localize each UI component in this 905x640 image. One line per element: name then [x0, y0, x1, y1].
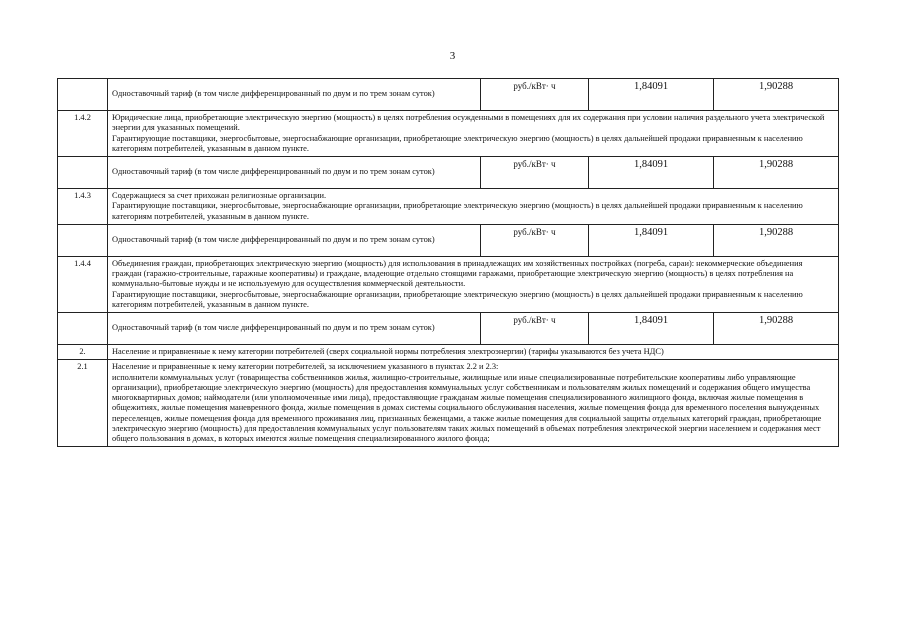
- row-description: Объединения граждан, приобретающих электрическую энергию (мощность) для использования в принадлежащих им хозяйственных постройках (погреба, сараи): некоммерческие объединения граждан (гаражно-строительные, гаражные кооперативы) и граждане, владеющие отдельно стоящими гаражами, приобретающие электрическую энергию (мощность) в целях потребления на коммунально-бытовые нужды и не используемую для осуществления коммерческой деятельности. Гарантирующие поставщики, энергосбытовые, энергоснабжающие организации, приобретающие электрическую энергию (мощность) в целях дальнейшей продажи приравненным к населению категориям потребителей, указанным в данном пункте.: [108, 256, 839, 312]
- row-number: 2.1: [58, 360, 108, 447]
- tariff-table: [57, 78, 839, 447]
- row-number: 1.4.4: [58, 256, 108, 312]
- row-value-1: 1,84091: [589, 224, 714, 256]
- table-row: [58, 189, 839, 225]
- table-row: [58, 157, 839, 189]
- row-description: Содержащиеся за счет прихожан религиозные организации. Гарантирующие поставщики, энергосбытовые, энергоснабжающие организации, приобретающие электрическую энергию (мощность) в целях дальнейшей продажи приравненным к населению категориям потребителей, указанным в данном пункте.: [108, 189, 839, 225]
- table-row: [58, 313, 839, 345]
- row-description: Юридические лица, приобретающие электрическую энергию (мощность) в целях потребления осужденными в помещениях для их содержания при условии наличия раздельного учета электрической энергии для указанных помещений. Гарантирующие поставщики, энергосбытовые, энергоснабжающие организации, приобретающие электрическую энергию (мощность) в целях дальнейшей продажи приравненным к населению категориям потребителей, указанным в данном пункте.: [108, 111, 839, 157]
- table-row: [58, 256, 839, 312]
- row-number: [58, 224, 108, 256]
- table-row: [58, 224, 839, 256]
- row-description: Одноставочный тариф (в том числе дифференцированный по двум и по трем зонам суток): [108, 313, 481, 345]
- row-description: Население и приравненные к нему категории потребителей, за исключением указанного в пунктах 2.2 и 2.3: исполнители коммунальных услуг (товарищества собственников жилья, жилищно-строительные, жилищные или иные специализированные потребительские кооперативы либо управляющие организации), приобретающие электрическую энергию (мощность) для предоставления коммунальных услуг собственникам и пользователям жилых помещений и содержания общего имущества многоквартирных домов; наймодатели (или уполномоченные ими лица), предоставляющие гражданам жилые помещения специализированного жилищного фонда, включая жилые помещения в общежитиях, жилые помещения маневренного фонда, жилые помещения в домах системы социального обслуживания населения, жилые помещения фонда для временного поселения вынужденных переселенцев, жилые помещения фонда для временного проживания лиц, признанных беженцами, а также жилые помещения для социальной защиты отдельных категорий граждан, приобретающие электрическую энергию (мощность) для предоставления коммунальных услуг пользователям таких жилых помещений в объемах потребления электрической энергии населением и содержания мест общего пользования в домах, в которых имеются жилые помещения специализированного жилого фонда;: [108, 360, 839, 447]
- row-value-1: 1,84091: [589, 313, 714, 345]
- row-value-2: 1,90288: [714, 157, 839, 189]
- row-number: [58, 157, 108, 189]
- row-description: Население и приравненные к нему категории потребителей (сверх социальной нормы потребления электроэнергии) (тарифы указываются без учета НДС): [108, 345, 839, 360]
- row-value-2: 1,90288: [714, 224, 839, 256]
- row-value-1: 1,84091: [589, 79, 714, 111]
- row-description: Одноставочный тариф (в том числе дифференцированный по двум и по трем зонам суток): [108, 79, 481, 111]
- row-value-2: 1,90288: [714, 313, 839, 345]
- row-number: 1.4.2: [58, 111, 108, 157]
- table-row: [58, 360, 839, 447]
- row-unit: руб./кВт· ч: [481, 313, 589, 345]
- table-row: [58, 111, 839, 157]
- row-number: 1.4.3: [58, 189, 108, 225]
- row-value-2: 1,90288: [714, 79, 839, 111]
- row-unit: руб./кВт· ч: [481, 157, 589, 189]
- row-unit: руб./кВт· ч: [481, 224, 589, 256]
- row-number: [58, 313, 108, 345]
- row-unit: руб./кВт· ч: [481, 79, 589, 111]
- row-description: Одноставочный тариф (в том числе дифференцированный по двум и по трем зонам суток): [108, 224, 481, 256]
- table-row: [58, 345, 839, 360]
- row-number: 2.: [58, 345, 108, 360]
- table-row: [58, 79, 839, 111]
- row-value-1: 1,84091: [589, 157, 714, 189]
- row-number: [58, 79, 108, 111]
- row-description: Одноставочный тариф (в том числе дифференцированный по двум и по трем зонам суток): [108, 157, 481, 189]
- page-number: 3: [449, 50, 456, 62]
